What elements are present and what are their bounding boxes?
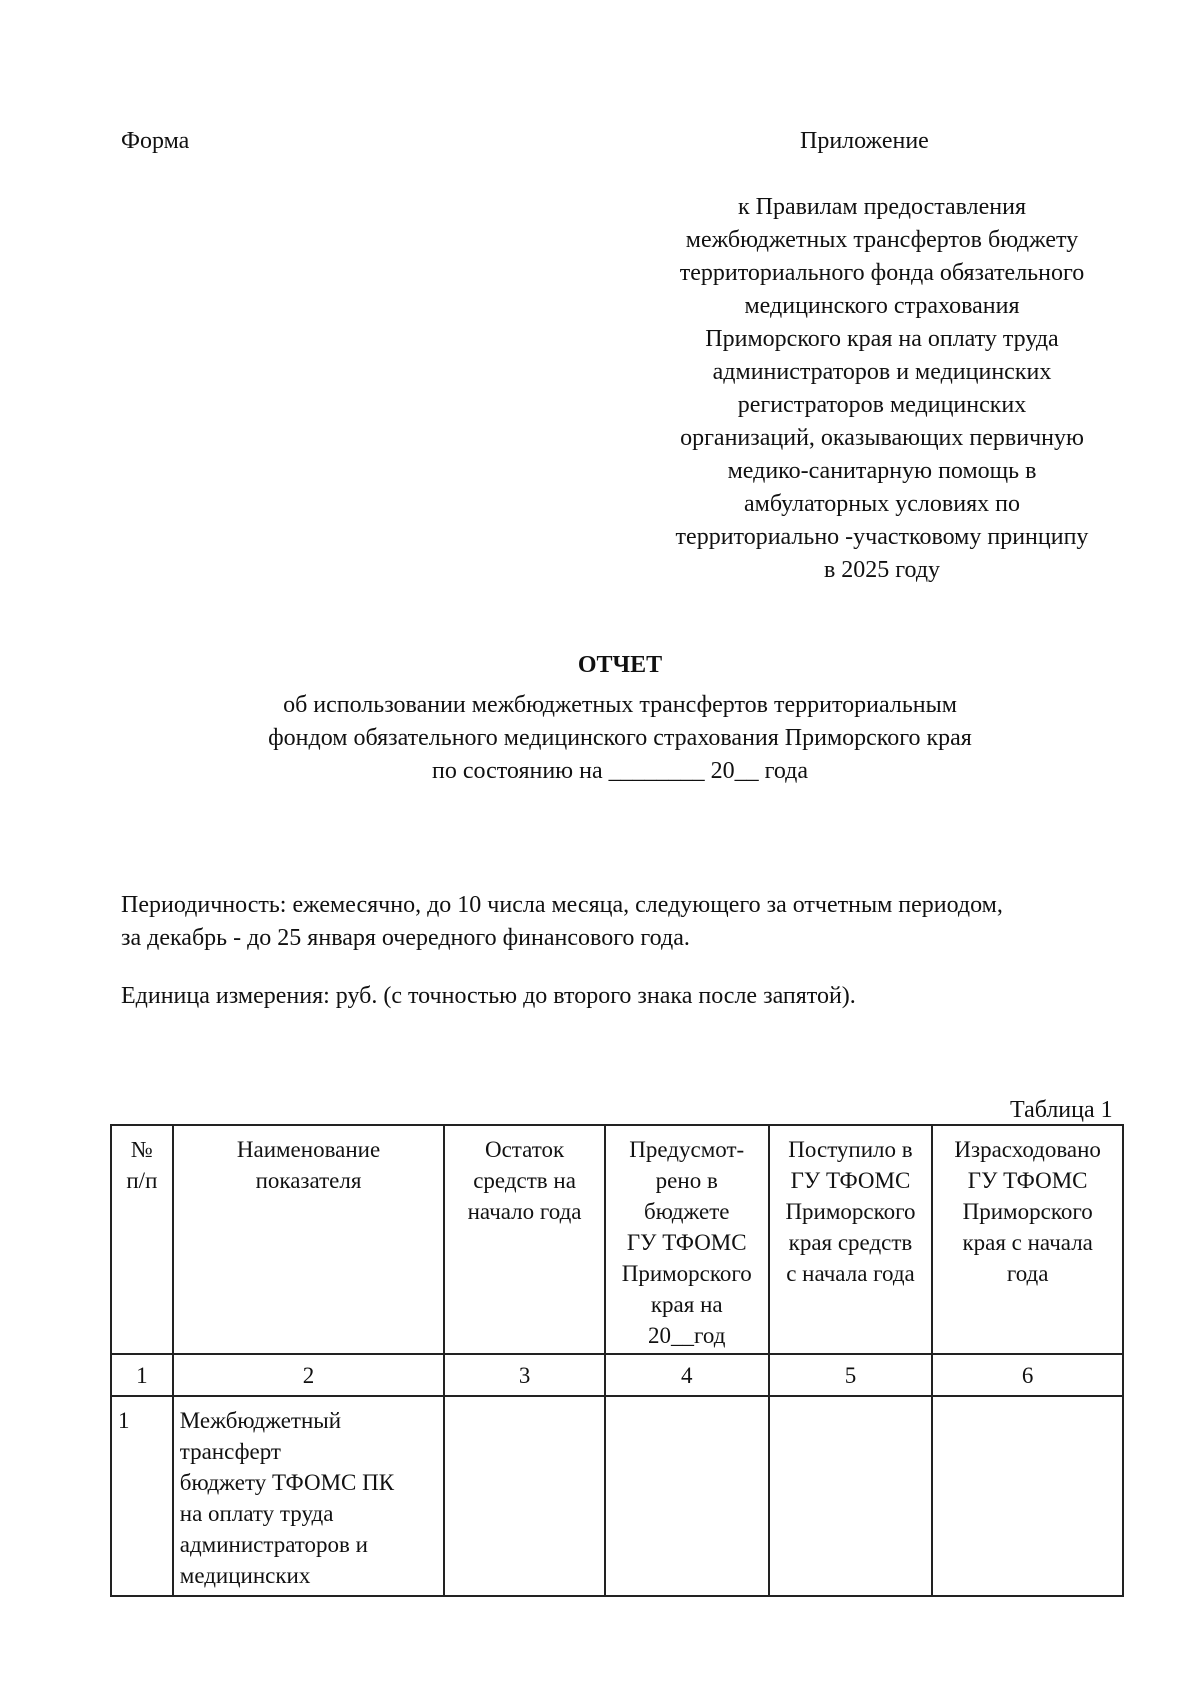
appendix-line: территориально -участковому принципу bbox=[675, 524, 1089, 550]
periodicity-line: Периодичность: ежемесячно, до 10 числа месяца, следующего за отчетным периодом, bbox=[121, 892, 1003, 918]
row-name-line: Межбюджетный bbox=[179, 1408, 342, 1433]
report-date-line: по состоянию на ________ 20__ года bbox=[431, 758, 809, 784]
header-line: Приморского bbox=[785, 1199, 916, 1224]
report-table bbox=[110, 1124, 1124, 1597]
form-label: Форма bbox=[121, 128, 190, 154]
header-line: Израсходовано bbox=[954, 1137, 1101, 1162]
header-cell-name bbox=[173, 1125, 445, 1354]
appendix-line: медико-санитарную помощь в bbox=[727, 458, 1037, 484]
appendix-line: к Правилам предоставления bbox=[737, 194, 1027, 220]
header-line: Предусмот- bbox=[629, 1137, 745, 1162]
header-line: Наименование bbox=[236, 1137, 381, 1162]
row-number: 1 bbox=[111, 1396, 173, 1596]
balance-cell bbox=[444, 1396, 605, 1596]
appendix-line: организаций, оказывающих первичную bbox=[680, 425, 1084, 451]
column-number: 6 bbox=[932, 1354, 1123, 1396]
row-name-line: трансферт bbox=[179, 1439, 281, 1464]
header-line: Приморского bbox=[962, 1199, 1093, 1224]
spent-cell bbox=[932, 1396, 1123, 1596]
header-cell-spent bbox=[932, 1125, 1123, 1354]
header-line: края на bbox=[650, 1292, 723, 1317]
row-name-line: на оплату труда bbox=[179, 1501, 334, 1526]
appendix-line: регистраторов медицинских bbox=[737, 392, 1027, 418]
table-header-row bbox=[111, 1125, 1123, 1354]
header-cell-number bbox=[111, 1125, 173, 1354]
column-number: 3 bbox=[444, 1354, 605, 1396]
row-name-line: бюджету ТФОМС ПК bbox=[179, 1470, 395, 1495]
report-subtitle bbox=[150, 689, 1090, 788]
received-cell bbox=[769, 1396, 933, 1596]
report-title: ОТЧЕТ bbox=[577, 652, 663, 678]
table-caption: Таблица 1 bbox=[1010, 1097, 1113, 1123]
column-number: 4 bbox=[605, 1354, 769, 1396]
report-subtitle-line: фондом обязательного медицинского страхования Приморского края bbox=[268, 725, 972, 751]
header-line: края с начала bbox=[962, 1230, 1093, 1255]
header-line: Приморского bbox=[621, 1261, 752, 1286]
header-line: рено в bbox=[655, 1168, 718, 1193]
periodicity-line: за декабрь - до 25 января очередного финансового года. bbox=[121, 925, 690, 951]
column-number: 2 bbox=[173, 1354, 445, 1396]
planned-cell bbox=[605, 1396, 769, 1596]
appendix-line: межбюджетных трансфертов бюджету bbox=[685, 227, 1079, 253]
header-line: края средств bbox=[788, 1230, 913, 1255]
header-line: п/п bbox=[126, 1168, 158, 1193]
appendix-line: медицинского страхования bbox=[744, 293, 1020, 319]
appendix-line: администраторов и медицинских bbox=[712, 359, 1052, 385]
header-cell-received bbox=[769, 1125, 933, 1354]
appendix-line: амбулаторных условиях по bbox=[744, 491, 1020, 517]
header-line: средств на bbox=[473, 1168, 576, 1193]
header-line: бюджете bbox=[644, 1199, 730, 1224]
header-line: показателя bbox=[255, 1168, 362, 1193]
column-number: 5 bbox=[769, 1354, 933, 1396]
header-line: № bbox=[130, 1137, 153, 1162]
appendix-reference bbox=[612, 191, 1152, 587]
table-row bbox=[111, 1396, 1123, 1596]
header-line: Поступило в bbox=[788, 1137, 913, 1162]
header-line: начало года bbox=[467, 1199, 582, 1224]
header-cell-balance bbox=[444, 1125, 605, 1354]
header-line: Остаток bbox=[484, 1137, 565, 1162]
appendix-label: Приложение bbox=[800, 128, 929, 154]
periodicity-text bbox=[121, 889, 1003, 955]
header-line: с начала года bbox=[786, 1261, 915, 1286]
header-cell-planned bbox=[605, 1125, 769, 1354]
row-name-line: медицинских bbox=[179, 1563, 311, 1588]
row-name bbox=[173, 1396, 445, 1596]
header-line: ГУ ТФОМС bbox=[626, 1230, 747, 1255]
header-line: года bbox=[1006, 1261, 1049, 1286]
report-subtitle-line: об использовании межбюджетных трансфертов территориальным bbox=[283, 692, 957, 718]
header-line: 20__год bbox=[648, 1323, 726, 1348]
column-number: 1 bbox=[111, 1354, 173, 1396]
units-text: Единица измерения: руб. (с точностью до второго знака после запятой). bbox=[121, 983, 856, 1009]
header-line: ГУ ТФОМС bbox=[967, 1168, 1088, 1193]
appendix-line: в 2025 году bbox=[823, 557, 941, 583]
appendix-line: территориального фонда обязательного bbox=[679, 260, 1085, 286]
header-line: ГУ ТФОМС bbox=[790, 1168, 911, 1193]
column-number-row bbox=[111, 1354, 1123, 1396]
row-name-line: администраторов и bbox=[179, 1532, 368, 1557]
appendix-line: Приморского края на оплату труда bbox=[705, 326, 1059, 352]
